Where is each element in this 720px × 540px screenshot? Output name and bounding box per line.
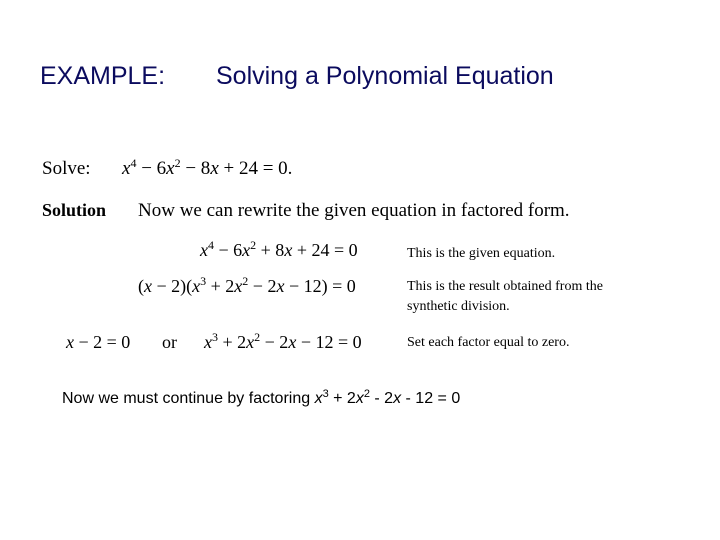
eq-term: ( <box>138 276 144 296</box>
eq-term: − 12 = 0 <box>296 332 362 352</box>
equation-line-1 <box>200 240 358 261</box>
eq-var: x <box>246 332 255 352</box>
footer-text: + 2 <box>328 390 356 407</box>
eq-exp: 2 <box>242 274 249 288</box>
eq-term: + 24 = 0. <box>218 158 293 179</box>
eq-var: x <box>66 332 74 352</box>
eq-exp: 4 <box>130 156 137 170</box>
eq-var: x <box>284 240 293 260</box>
eq-var: x <box>122 158 131 179</box>
eq-term: + 8 <box>256 240 285 260</box>
solution-intro: Now we can rewrite the given equation in factored form. <box>138 200 570 221</box>
footer-text: Now we must continue by factoring <box>62 390 315 407</box>
eq-var: x <box>200 240 208 260</box>
equation-line-2 <box>138 276 356 297</box>
note-line: This is the result obtained from the <box>407 279 603 294</box>
eq-var: x <box>393 390 402 407</box>
solution-label: Solution <box>42 200 107 220</box>
eq-exp: 2 <box>174 156 181 170</box>
eq-var: x <box>204 332 212 352</box>
note-line: synthetic division. <box>407 299 510 314</box>
factor-equation-right <box>204 332 362 353</box>
eq-exp: 3 <box>200 274 207 288</box>
footer-text: - 2 <box>369 390 394 407</box>
note-synthetic-division <box>407 277 603 317</box>
eq-var: x <box>242 240 251 260</box>
eq-term: − 2 <box>248 276 277 296</box>
eq-term: − 2 <box>260 332 289 352</box>
eq-var: x <box>276 276 285 296</box>
problem-equation <box>122 158 292 180</box>
eq-term: − 6 <box>136 158 167 179</box>
eq-exp: 2 <box>250 238 257 252</box>
note-set-factors-zero: Set each factor equal to zero. <box>407 335 570 350</box>
or-word: or <box>162 332 177 352</box>
eq-exp: 4 <box>208 238 214 252</box>
eq-var: x <box>355 390 364 407</box>
eq-term: − 2 = 0 <box>74 332 131 352</box>
footer-text: - 12 = 0 <box>401 390 461 407</box>
eq-var: x <box>314 390 323 407</box>
eq-exp: 2 <box>363 388 370 400</box>
eq-exp: 3 <box>322 388 329 400</box>
eq-var: x <box>144 276 152 296</box>
eq-var: x <box>210 158 219 179</box>
example-label: EXAMPLE: <box>40 62 166 90</box>
eq-term: − 8 <box>180 158 211 179</box>
eq-term: + 24 = 0 <box>292 240 358 260</box>
eq-term: − 12) = 0 <box>284 276 356 296</box>
eq-term: + 2 <box>218 332 247 352</box>
footer-instruction <box>62 390 460 408</box>
page-title: Solving a Polynomial Equation <box>216 62 554 90</box>
eq-var: x <box>288 332 297 352</box>
eq-var: x <box>192 276 201 296</box>
eq-exp: 3 <box>212 330 218 344</box>
factor-equation-left <box>66 332 130 353</box>
eq-term: − 6 <box>214 240 243 260</box>
note-given-equation: This is the given equation. <box>407 246 556 261</box>
eq-var: x <box>234 276 243 296</box>
eq-term: + 2 <box>206 276 235 296</box>
eq-exp: 2 <box>254 330 261 344</box>
eq-term: − 2)( <box>152 276 193 296</box>
solve-label: Solve: <box>42 158 91 179</box>
eq-var: x <box>166 158 175 179</box>
